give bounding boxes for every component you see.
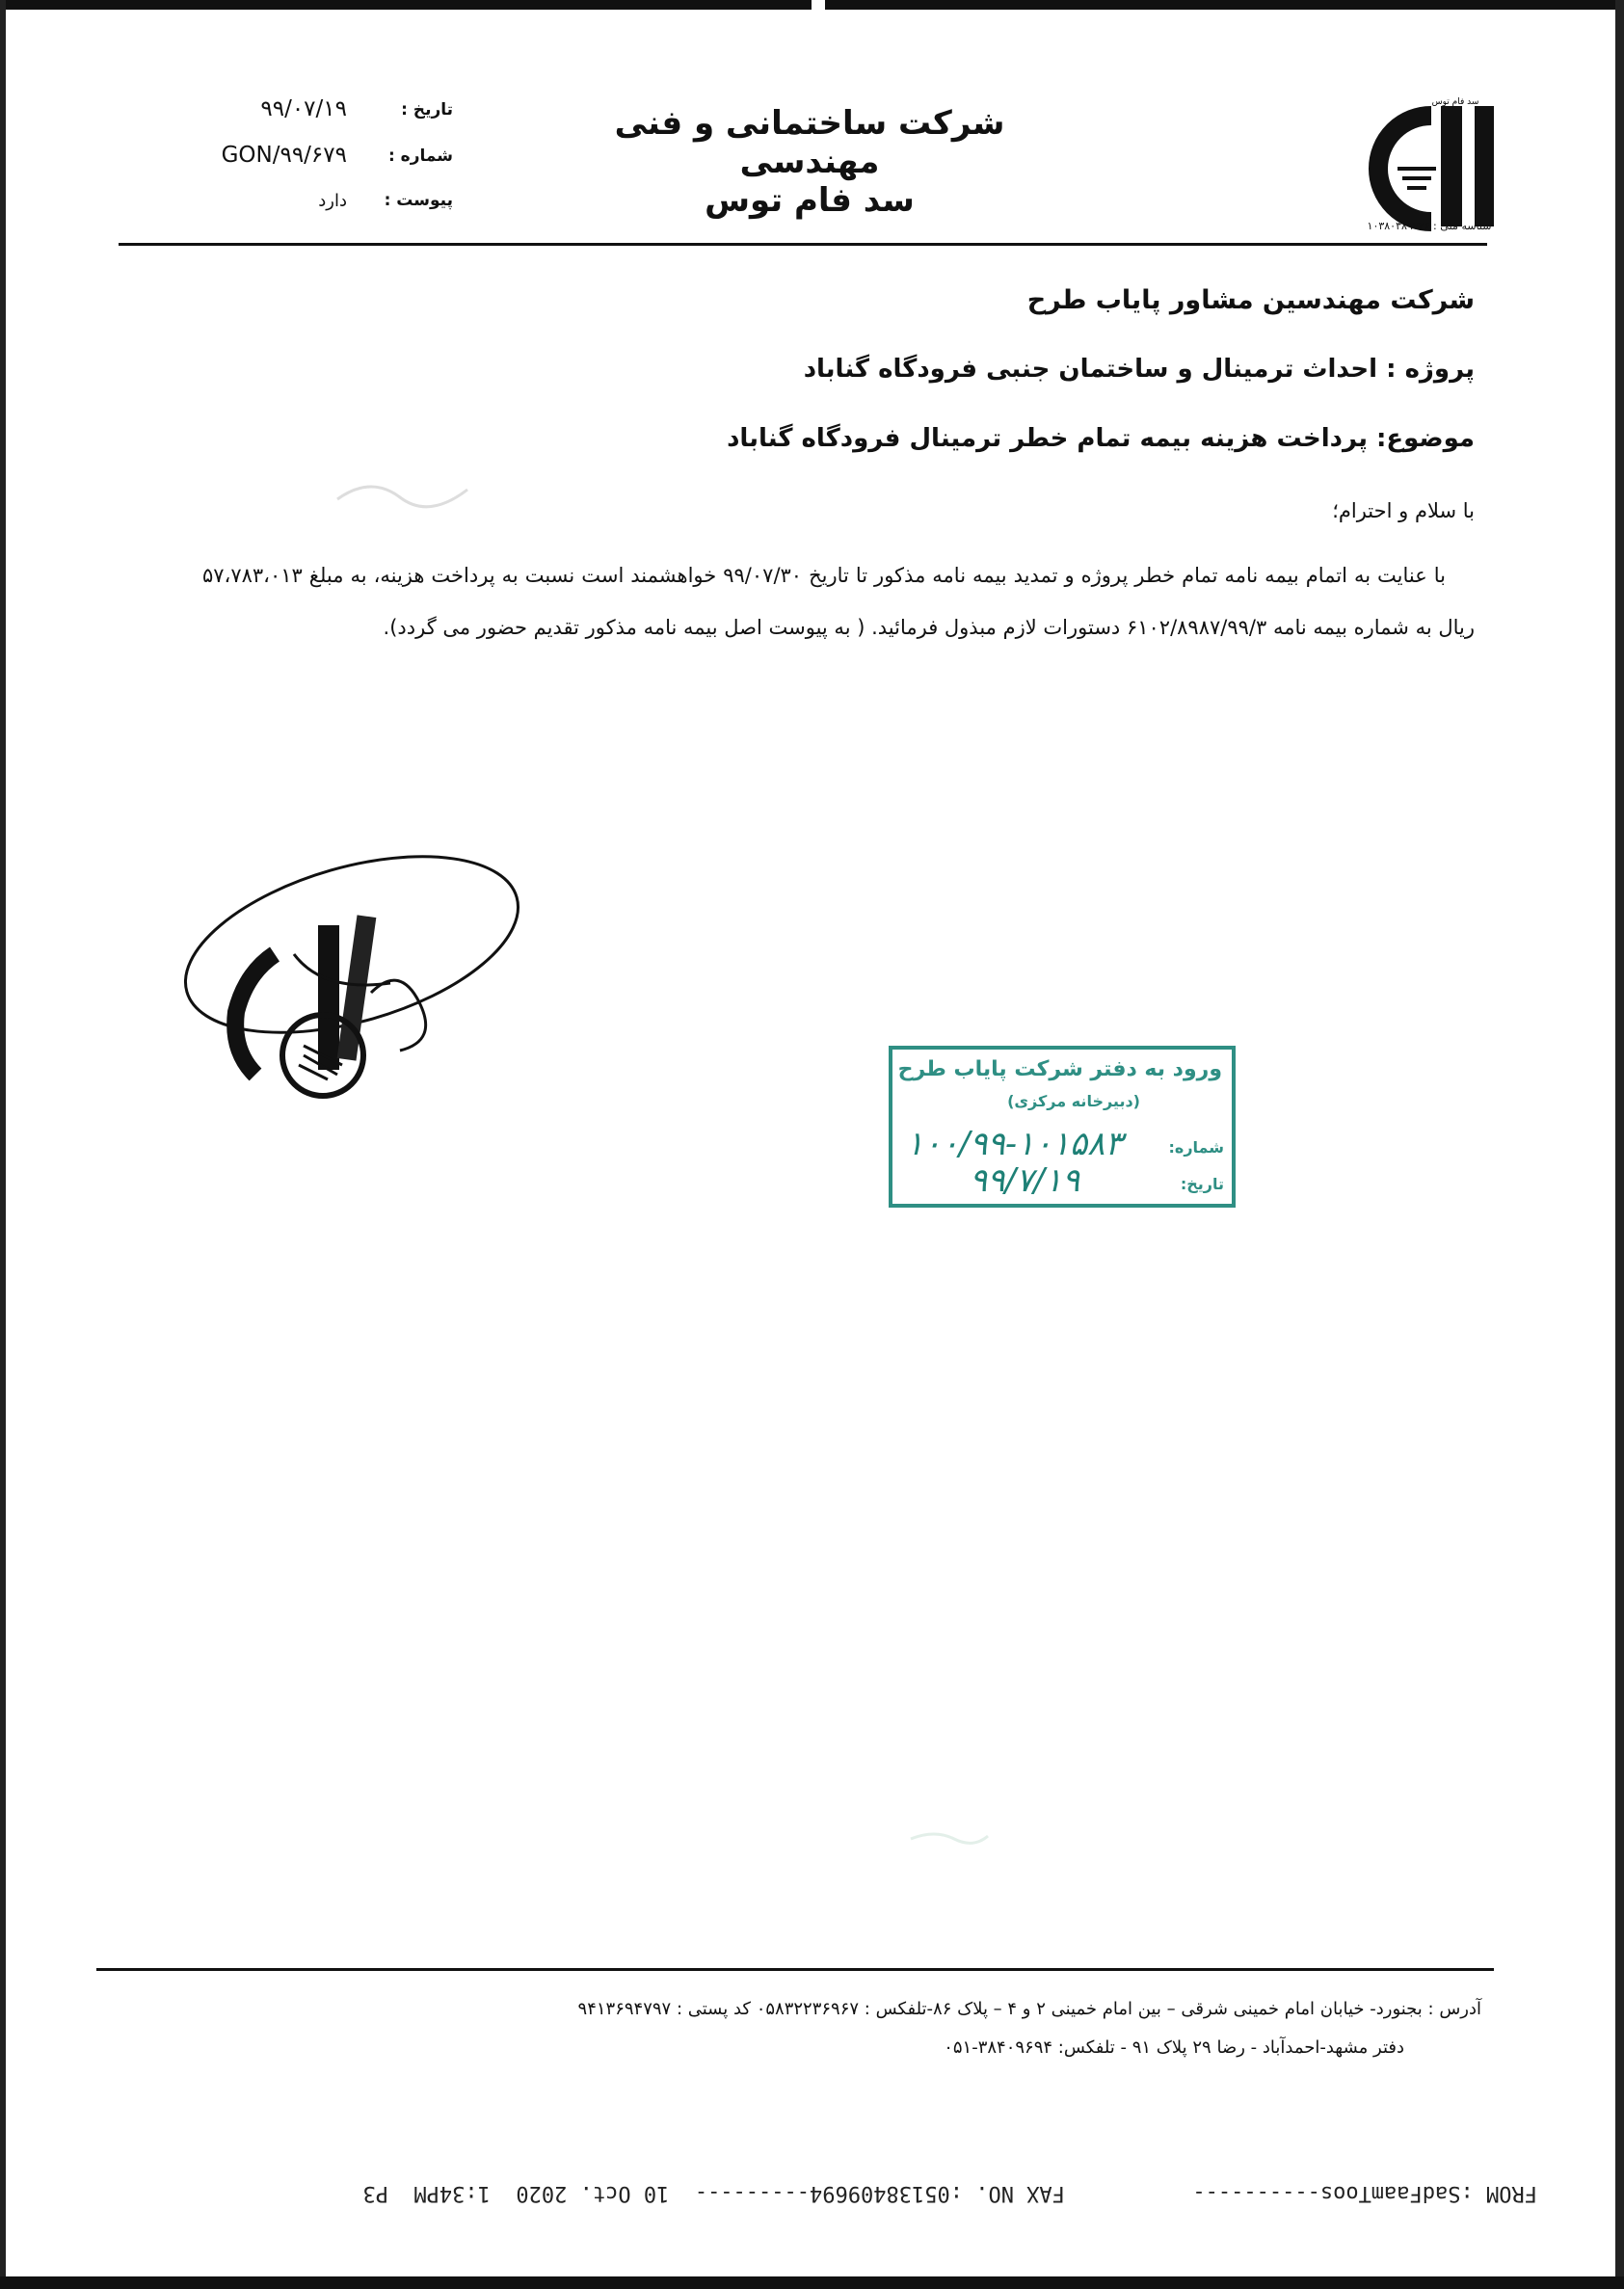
stamp-date: ۹۹/۷/۱۹	[970, 1161, 1080, 1200]
project-line: پروژه : احداث ترمینال و ساختمان جنبی فرودگاه گناباد	[803, 355, 1475, 384]
number-value: GON/۹۹/۶۷۹	[221, 143, 347, 168]
stamp-number-label: شماره:	[1168, 1138, 1224, 1157]
header-divider	[119, 243, 1487, 246]
entry-stamp	[889, 1046, 1236, 1208]
meta-number	[183, 143, 453, 185]
footer-address: آدرس : بجنورد- خیابان امام خمینی شرقی – بین امام خمینی ۲ و ۴ – پلاک ۸۶-تلفکس : ۰۵۸۳۲۲۳۶۹۶۷ کد پستی : ۹۴۱۳۶۹۴۷۹۷	[577, 1999, 1481, 2019]
scan-border-left	[0, 0, 6, 2289]
company-subtitle: سد فام توس	[705, 181, 915, 220]
stamp-subtitle: (دبیرخانه مرکزی)	[1007, 1092, 1140, 1110]
scan-border-bottom	[0, 2276, 1624, 2289]
date-label: تاریخ :	[401, 100, 453, 120]
faint-mark	[333, 470, 477, 519]
meta-date	[183, 96, 453, 139]
signature-stamp	[178, 848, 525, 1147]
date-value: ۹۹/۰۷/۱۹	[260, 96, 347, 121]
company-logo	[1364, 96, 1508, 246]
svg-text:سد فام توس: سد فام توس	[1431, 97, 1479, 107]
company-name: شرکت ساختمانی و فنی مهندسی	[614, 104, 1005, 181]
stamp-title: ورود به دفتر شرکت پایاب طرح	[897, 1057, 1222, 1081]
greeting: با سلام و احترام؛	[1332, 499, 1475, 522]
footer-mashhad-office: دفتر مشهد-احمدآباد - رضا ۲۹ پلاک ۹۱ - تلفکس: ۳۸۴۰۹۶۹۴-۰۵۱	[944, 2037, 1404, 2058]
letter-body: با عنایت به اتمام بیمه نامه تمام خطر پروژه و تمدید بیمه نامه مذکور تا تاریخ ۹۹/۰۷/۳۰ خواهشمند است نسبت به پرداخت هزینه، به مبلغ ۵۷،۷۸۳،۰۱۳ ریال به شماره بیمه نامه ۶۱۰۲/۸۹۸۷/۹۹/۳ دستورات لازم مبذول فرمائید. ( به پیوست اصل بیمه نامه مذکور تقدیم حضور می گردد).	[202, 564, 1475, 639]
faint-mark	[906, 1822, 993, 1850]
stamp-number: ۱۰۰/۹۹-۱۰۱۵۸۳	[906, 1125, 1123, 1163]
attachment-value: دارد	[318, 191, 347, 211]
fax-header: FROM :SadFaamToos---------- FAX NO. :05138409694--------- 10 Oct. 2020 1:34PM P3	[362, 2181, 1537, 2205]
stamp-date-label: تاریخ:	[1180, 1175, 1224, 1193]
addressee: شرکت مهندسین مشاور پایاب طرح	[1026, 285, 1475, 315]
attachment-label: پیوست :	[384, 191, 453, 210]
scan-border-gap	[812, 0, 825, 10]
subject-line: موضوع: پرداخت هزینه بیمه تمام خطر ترمینال فرودگاه گناباد	[727, 424, 1475, 453]
logo-national-id: شناسه ملی : ۱۰۳۸۰۳۸۹۷۲۶	[1367, 220, 1492, 232]
meta-attachment	[183, 191, 453, 229]
scan-border-right	[1615, 0, 1624, 2289]
number-label: شماره :	[387, 146, 453, 166]
footer-divider	[96, 1968, 1494, 1971]
